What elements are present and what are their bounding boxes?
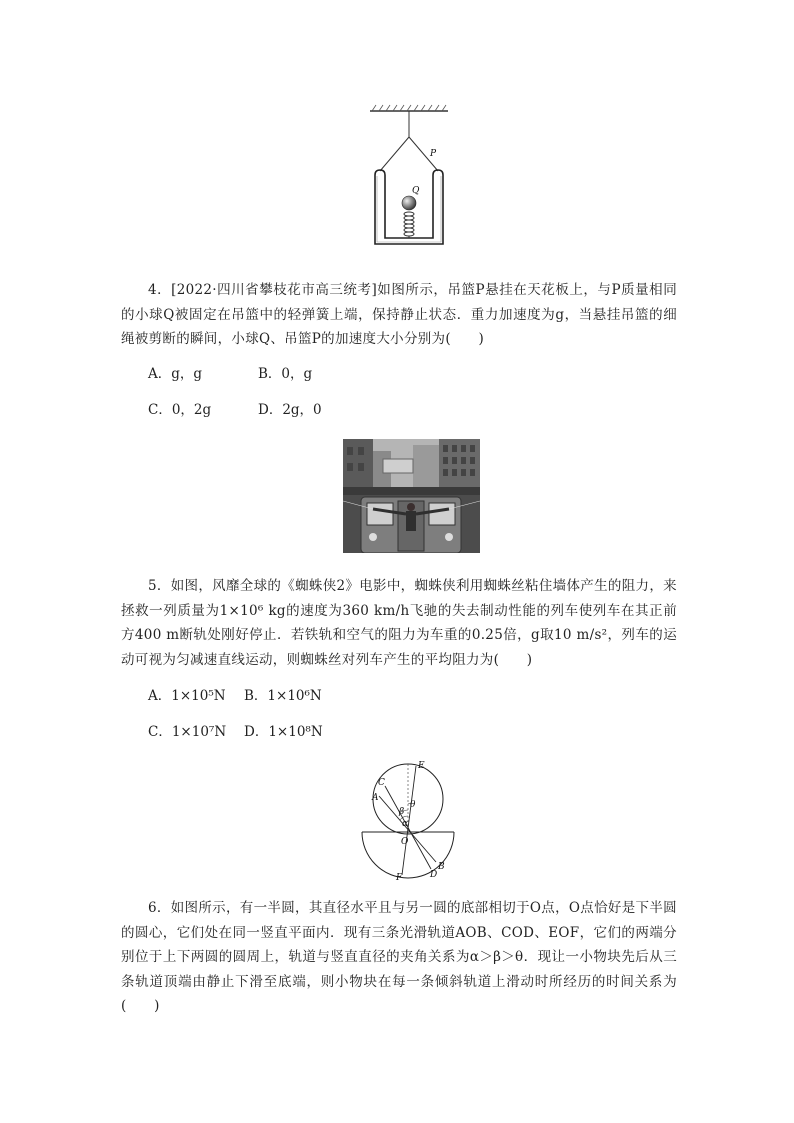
- label-b: B: [438, 862, 445, 872]
- q4-option-d: D．2g，0: [258, 402, 322, 418]
- label-p: P: [430, 149, 437, 159]
- question-6-text: 6．如图所示，有一半圆，其直径水平且与另一圆的底部相切于O点，O点恰好是下半圆的圆心，它们处在同一竖直平面内．现有三条光滑轨道AOB、COD、EOF，它们的两端分别位于上下两圆的圆周上，轨道与竖直直径的夹角关系为α＞β＞θ．现让一小物块先后从三条轨道顶端由静止下滑至底端，则小物块在每一条倾斜轨道上滑动时所经历的时间关系为( ): [121, 900, 677, 1014]
- question-5: [121, 574, 677, 672]
- train-scene-illustration: [343, 439, 480, 553]
- question-5-options-row-1: [148, 686, 322, 706]
- label-a: A: [372, 793, 379, 803]
- label-f: F: [396, 873, 403, 881]
- question-4-options-row-2: [148, 400, 322, 420]
- label-e: E: [418, 761, 425, 771]
- label-beta: β: [399, 807, 405, 817]
- q4-option-b: B．0，g: [258, 366, 313, 382]
- hanging-basket-figure: [366, 104, 452, 246]
- label-alpha: α: [402, 819, 409, 829]
- movie-still-photo: [343, 439, 480, 553]
- label-q: Q: [412, 186, 420, 196]
- question-4-text: 4．[2022·四川省攀枝花市高三统考]如图所示，吊篮P悬挂在天花板上，与P质量相同的小球Q被固定在吊篮中的轻弹簧上端，保持静止状态．重力加速度为g，当悬挂吊篮的细绳被剪断的瞬间，小球Q、吊篮P的加速度大小分别为( ): [121, 282, 677, 347]
- q4-option-c: C．0，2g: [148, 402, 212, 418]
- q5-option-c: C．1×10⁷N: [148, 724, 227, 740]
- q5-option-b: B．1×10⁶N: [244, 688, 322, 704]
- q5-option-a: A．1×10⁵N: [148, 688, 226, 704]
- question-5-options-row-2: [148, 722, 323, 742]
- q5-option-d: D．1×10⁸N: [244, 724, 323, 740]
- label-c: C: [378, 778, 385, 788]
- label-d: D: [430, 870, 438, 880]
- circle-chords-figure: [360, 756, 460, 881]
- label-o: O: [401, 837, 409, 847]
- question-5-text: 5．如图，风靡全球的《蜘蛛侠2》电影中，蜘蛛侠利用蜘蛛丝粘住墙体产生的阻力，来拯救一列质量为1×10⁶ kg的速度为360 km/h飞驰的失去制动性能的列车使列车在其正前方400 m断轨处刚好停止．若铁轨和空气的阻力为车重的0.25倍，g取10 m/s²，列车的运动可视为匀减速直线运动，则蜘蛛丝对列车产生的平均阻力为( ): [121, 578, 677, 668]
- question-6: [121, 896, 677, 1019]
- label-theta: θ: [410, 800, 416, 810]
- question-4-options-row-1: [148, 364, 312, 384]
- question-4: [121, 278, 677, 352]
- q4-option-a: A．g，g: [148, 366, 203, 382]
